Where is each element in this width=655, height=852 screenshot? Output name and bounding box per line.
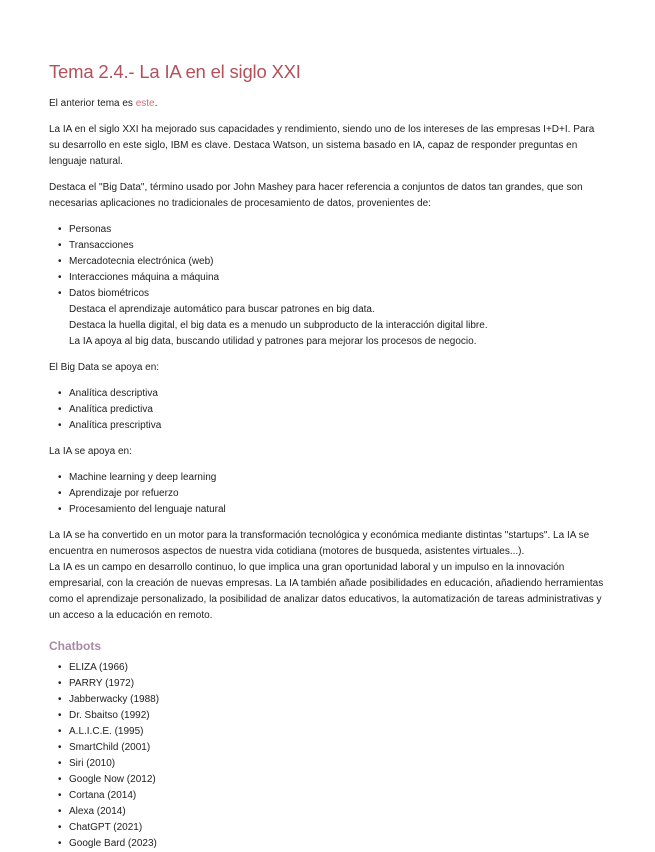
- intro-suffix: .: [154, 98, 158, 109]
- list-item: • Personas: [69, 222, 607, 238]
- list-item: • Analítica descriptiva: [69, 386, 607, 402]
- chatbots-list: [49, 660, 607, 852]
- bullet-icon: •: [58, 288, 62, 299]
- list-item: • Analítica prescriptiva: [69, 418, 607, 434]
- chatbots-heading: Chatbots: [49, 639, 101, 653]
- list-item: • Siri (2010): [69, 756, 607, 772]
- list-item: • Dr. Sbaitso (1992): [69, 708, 607, 724]
- bullet-icon: •: [58, 694, 62, 705]
- bullet-icon: •: [58, 742, 62, 753]
- bullet-icon: •: [58, 256, 62, 267]
- bullet-icon: •: [58, 726, 62, 737]
- bullet-icon: •: [58, 420, 62, 431]
- list-item: • Transacciones: [69, 238, 607, 254]
- list-item: • Google Now (2012): [69, 772, 607, 788]
- list-item: • SmartChild (2001): [69, 740, 607, 756]
- list-item-subline: La IA apoya al big data, buscando utilidad y patrones para mejorar los procesos de negocio.: [69, 336, 477, 347]
- list-item: • Jabberwacky (1988): [69, 692, 607, 708]
- ia-support-intro: La IA se apoya en:: [49, 446, 132, 457]
- bullet-icon: •: [58, 504, 62, 515]
- previous-topic-link[interactable]: este: [135, 98, 155, 109]
- bullet-icon: •: [58, 806, 62, 817]
- list-item: • Alexa (2014): [69, 804, 607, 820]
- list-item-subline: Destaca la huella digital, el big data es a menudo un subproducto de la interacción digital libre.: [69, 320, 488, 331]
- list-item: • Datos biométricos Destaca el aprendizaje automático para buscar patrones en big data. Destaca la huella digital, el big data es a menudo un subproducto de la interacción digital libre. La IA apoya al big data, buscando utilidad y patrones para mejorar los procesos de negocio.: [69, 286, 607, 350]
- list-item: • Machine learning y deep learning: [69, 470, 607, 486]
- list-item: • Analítica predictiva: [69, 402, 607, 418]
- list-item: • ChatGPT (2021): [69, 820, 607, 836]
- big-data-support-list: [49, 386, 607, 434]
- big-data-support-intro: El Big Data se apoya en:: [49, 362, 160, 373]
- list-item: • Cortana (2014): [69, 788, 607, 804]
- ia-support-list: [49, 470, 607, 518]
- bullet-icon: •: [58, 838, 62, 849]
- bullet-icon: •: [58, 710, 62, 721]
- list-item: • ELIZA (1966): [69, 660, 607, 676]
- list-item: • PARRY (1972): [69, 676, 607, 692]
- bullet-icon: •: [58, 758, 62, 769]
- bullet-icon: •: [58, 404, 62, 415]
- page-title: Tema 2.4.- La IA en el siglo XXI: [49, 61, 301, 82]
- paragraph-big-data: Destaca el "Big Data", término usado por John Mashey para hacer referencia a conjuntos de datos tan grandes, que son necesarias aplicaciones no tradicionales de procesamiento de datos, provenientes de:: [49, 182, 583, 209]
- list-item: • Interacciones máquina a máquina: [69, 270, 607, 286]
- bullet-icon: •: [58, 272, 62, 283]
- bullet-icon: •: [58, 822, 62, 833]
- bullet-icon: •: [58, 488, 62, 499]
- bullet-icon: •: [58, 662, 62, 673]
- bullet-icon: •: [58, 472, 62, 483]
- paragraph-ia-motor: La IA se ha convertido en un motor para la transformación tecnológica y económica mediante distintas "startups". La IA se encuentra en numerosos aspectos de nuestra vida cotidiana (motores de busqueda, asistentes virtuales...). La IA es un campo en desarrollo continuo, lo que implica una gran oportunidad laboral y un impulso en la innovación empresarial, con la creación de nuevas empresas. La IA también añade posibilidades en educación, añadiendo herramientas como el aprendizaje personalizado, la posibilidad de analizar datos educativos, la automatización de tareas administrativas y un acceso a la educación en remoto.: [49, 530, 604, 621]
- bullet-icon: •: [58, 240, 62, 251]
- bullet-icon: •: [58, 774, 62, 785]
- intro-prefix: El anterior tema es: [49, 98, 136, 109]
- bullet-icon: •: [58, 224, 62, 235]
- big-data-sources-list: [49, 222, 607, 350]
- list-item: • Google Bard (2023): [69, 836, 607, 852]
- list-item: • A.L.I.C.E. (1995): [69, 724, 607, 740]
- list-item: • Aprendizaje por refuerzo: [69, 486, 607, 502]
- intro-paragraph: [49, 96, 607, 112]
- bullet-icon: •: [58, 678, 62, 689]
- list-item: • Mercadotecnia electrónica (web): [69, 254, 607, 270]
- list-item: • Procesamiento del lenguaje natural: [69, 502, 607, 518]
- bullet-icon: •: [58, 388, 62, 399]
- bullet-icon: •: [58, 790, 62, 801]
- list-item-subline: Destaca el aprendizaje automático para buscar patrones en big data.: [69, 304, 375, 315]
- paragraph-ia-siglo-xxi: La IA en el siglo XXI ha mejorado sus capacidades y rendimiento, siendo uno de los intereses de las empresas I+D+I. Para su desarrollo en este siglo, IBM es clave. Destaca Watson, un sistema basado en IA, capaz de responder preguntas en lenguaje natural.: [49, 124, 595, 167]
